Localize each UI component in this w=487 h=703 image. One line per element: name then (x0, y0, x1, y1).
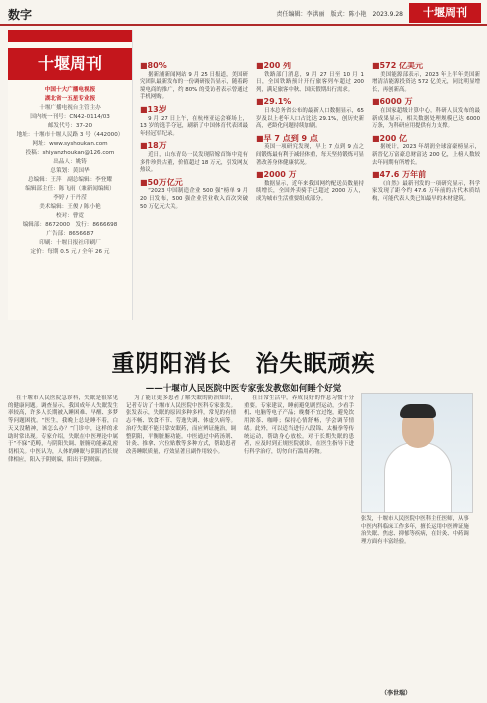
masthead-line: 出品人：姚铸 (53, 159, 87, 165)
news-headline: ■早 7 点到 9 点 (256, 133, 318, 143)
masthead-red-bar (8, 30, 132, 42)
masthead-line: 总策划：黄国华 (50, 168, 90, 174)
news-text: 铁路部门消息，9 月 27 日至 10 月 1 日，全国铁路预计开行旅客列车超过 200 列，满足旅客中秋、国庆假期出行需求。 (256, 71, 364, 93)
news-column-3 (372, 62, 480, 337)
masthead-line: 总编辑：王萍 副总编辑：李登耀 (28, 177, 112, 183)
news-headline: ■6000 万 (372, 97, 413, 107)
news-text: 据新浦新闻网站 9 月 25 日报道，美国研究团队最新发布的一份调研报告显示，随着跨境电商的推广，约 80% 的受访者表示曾通过手机网购。 (140, 71, 248, 101)
masthead-line: 中国十大广播电视报 (44, 87, 96, 93)
article-subtitle: ——十堰市人民医院中医专家张发教您如何睡个好觉 (145, 384, 342, 394)
news-column-1 (140, 62, 248, 337)
masthead-logo: 十堰周刊 (8, 48, 132, 80)
news-headline: ■2000 万 (256, 170, 297, 180)
masthead (8, 30, 133, 320)
news-text: 近日，山东青岛一民发现陪嫁首饰中竟有多件珍贵古董，价值超过 18 万元，引发网友热议。 (140, 151, 248, 174)
masthead-line: 广告部：8656687 (46, 231, 94, 237)
masthead-line: 邮发代号：37-20 (47, 123, 93, 129)
masthead-line: 编辑部：8672000 发行：8666698 (22, 222, 118, 228)
article-column-2 (126, 395, 236, 695)
news-headline: ■80% (140, 62, 167, 70)
masthead-line: 地址：十堰市十堰人民路 3 号（442000） (16, 132, 124, 138)
masthead-line: 美术编辑：王俊 / 陈小艳 (39, 204, 101, 210)
article-column-1 (8, 395, 118, 695)
news-text: 在国家超级计算中心，科研人员发布的最新成果显示，相关数据处理规模已达 6000 万条，为科研应用提供有力支撑。 (372, 107, 480, 130)
news-column-2 (256, 62, 364, 337)
article-column-3 (244, 395, 354, 695)
masthead-info (8, 80, 132, 263)
news-text: 日本总务省公布的最新人口数据显示，65 岁及以上老年人口占比达 29.1%，创历史新高，老龄化问题持续加剧。 (256, 107, 364, 130)
news-headline: ■18万 (140, 141, 167, 151)
editor-meta: 责任编辑：李洪丽 版式：陈小艳 2023.9.28 (276, 11, 403, 18)
masthead-line: 十堰广播电视台主管主办 (39, 105, 101, 111)
news-headline: ■13岁 (140, 104, 167, 114)
masthead-line: 印刷：十堰日报社印刷厂 (39, 240, 101, 246)
doctor-coat (384, 442, 452, 513)
masthead-line: 李婷 / 于丹滢 (53, 195, 87, 201)
news-text: “2023 中国制造企业 500 强”榜单 9 月 20 日发布，500 强企业营业收入首次突破 50 万亿元大关。 (140, 188, 248, 210)
page-header (0, 0, 487, 26)
news-headline: ■50万亿元 (140, 177, 183, 187)
doctor-photo (361, 393, 473, 513)
article-headline (0, 345, 487, 394)
news-headline: ■572 亿美元 (372, 62, 424, 70)
news-headline: ■200 亿 (372, 133, 408, 143)
news-headline: ■29.1% (256, 97, 292, 107)
article-title: 重阴阳消长 治失眠顽疾 (111, 350, 376, 377)
news-headline: ■200 列 (256, 62, 292, 70)
masthead-line: 湖北省一五星专业报 (44, 96, 96, 102)
article-paragraph: 在日常生活中，养成良好的作息习惯十分重要。专家建议，睡前避免剧烈运动，少看手机、电脑等电子产品；晚餐不宜过饱，避免饮用浓茶、咖啡；保持心情舒畅，学会调节情绪。此外，可以适当进行八段锦、太极拳等传统运动，帮助身心放松。对于长期失眠的患者，应及时到正规医院就诊，在医生指导下进行科学治疗，切勿自行滥用药物。 (244, 395, 354, 455)
article-paragraph: 在十堰市人民医院急诊科，失眠是很常见的健康问题。调查显示，我国成年人失眠发生率较高，许多人长期被入睡困难、早醒、多梦等问题困扰。“医生，我晚上总是睡不着，白天又没精神，该怎么办？”门诊中，这样的求助时常出现。专家介绍，失眠在中医理论中属于“不寐”范畴，与阴阳失调、脏腑功能紊乱密切相关。中医认为，人体的睡眠与阴阳消长规律相应，阳入于阴则寐，阳出于阴则寤。 (8, 395, 118, 463)
masthead-line: 网址：www.syshoukan.com (32, 141, 108, 147)
article-author: （李世瑞） (381, 690, 412, 697)
masthead-line: 编辑部主任：陈飞雨（兼新闻编辑） (25, 186, 115, 192)
masthead-line: 国内统一刊号：CN42-0114/03 (30, 114, 110, 120)
brand-logo: 十堰周刊 (409, 3, 481, 23)
news-text: 9 月 27 日上午，在杭州亚运会赛场上，13 岁的选手夺冠，刷新了中国体育代表团最年轻冠军纪录。 (140, 115, 248, 137)
masthead-line: 投稿：shiyanzhoukan@126.com (25, 150, 115, 156)
doctor-hair (400, 404, 436, 418)
news-text: 数据显示，近年来我国网约配送员数量持续增长，全国外卖骑手已超过 2000 万人，成为城市生活重要组成部分。 (256, 180, 364, 202)
masthead-line: 定价：每期 0.5 元 / 全年 26 元 (30, 249, 110, 255)
news-text: 《自然》最新刊发的一项研究显示，科学家发现了距今约 47.6 万年前的古代木质结构，可能代表人类已知最早的木材建筑。 (372, 180, 480, 202)
article-paragraph: 为了能让更多患者了解失眠的防治知识，记者专访了十堰市人民医院中医科专家张发。张发表示，失眠的原因多种多样，常见的有情志不畅、饮食不节、劳逸失调、体虚久病等。治疗失眠不能只靠安眠药，而应辨证施治，调整阴阳，平衡脏腑功能。中医通过中药汤剂、针灸、推拿、穴位贴敷等多种方式，帮助患者改善睡眠质量，疗效显著且副作用较小。 (126, 395, 236, 455)
photo-caption: 张发，十堰市人民医院中医科主任医师，从事中医内科临床工作多年，擅长运用中医辨证施治失眠、焦虑、抑郁等疾病，在针灸、中药调理方面有丰富经验。 (361, 516, 469, 545)
news-headline: ■47.6 万年前 (372, 170, 427, 180)
section-label: 数字 (8, 8, 33, 22)
news-text: 美国能源部表示，2023 年上半年美国新增清洁能源投资达 572 亿美元，同比明显增长，再创新高。 (372, 71, 480, 93)
news-text: 英国一项研究发现，早上 7 点到 9 点之间锻炼最有利于减轻体重，每天坚持锻炼可显著改善身体健康状况。 (256, 144, 364, 166)
masthead-line: 校对：曹霓 (56, 213, 84, 219)
news-text: 据统计，2023 年胡润全球富豪榜显示，新晋亿万富豪总财富达 200 亿，上榜人数较去年同期有所增长。 (372, 144, 480, 166)
